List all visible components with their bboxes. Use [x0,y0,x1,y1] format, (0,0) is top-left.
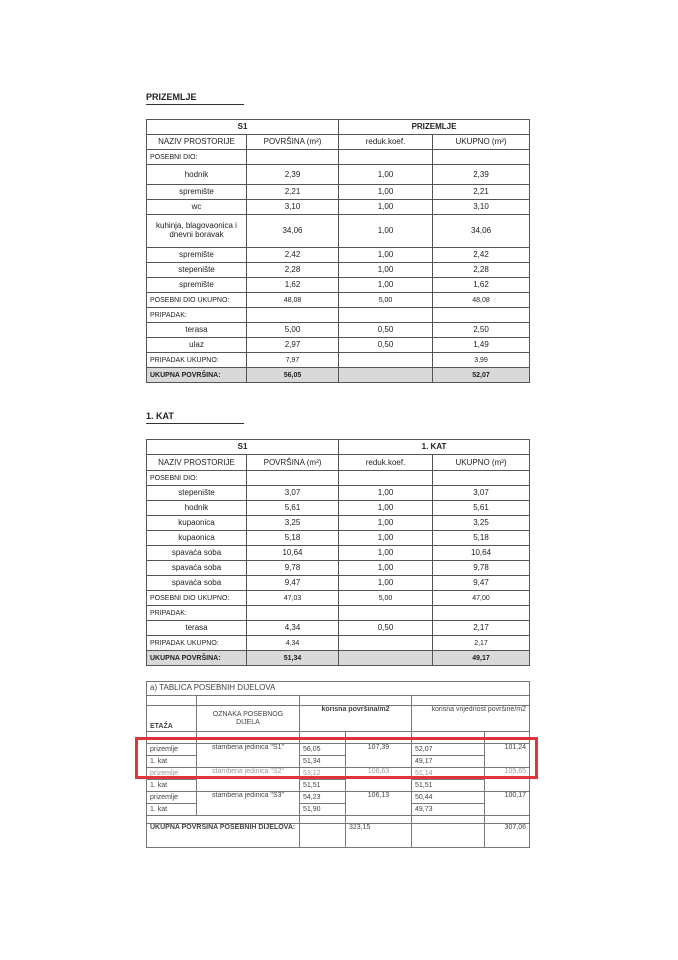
unit-label: stambena jedinica "S3" [197,792,300,816]
table-row: 1. kat 51,90 49,73 [147,804,530,816]
table-row: spremište 2,21 1,00 2,21 [147,185,530,200]
table-row: spavaća soba 9,78 1,00 9,78 [147,561,530,576]
column-header: UKUPNO (m²) [433,135,530,150]
subtotal-row: POSEBNI DIO UKUPNO: 48,08 5,00 48,08 [147,293,530,308]
table-row: hodnik 5,61 1,00 5,61 [147,501,530,516]
column-header: POVRŠINA (m²) [247,455,339,471]
column-header-oznaka: OZNAKA POSEBNOG DIJELA [197,706,300,732]
column-header-vrijednost: korisna vrijednost površine/m2 [412,706,530,732]
table-kat [146,439,530,666]
column-header: POVRŠINA (m²) [247,135,339,150]
section-title-kat: 1. KAT [146,411,244,424]
table-row: hodnik 2,39 1,00 2,39 [147,165,530,185]
table-row: kupaonica 3,25 1,00 3,25 [147,516,530,531]
table-row: stepenište 3,07 1,00 3,07 [147,486,530,501]
table-row: spavaća soba 10,64 1,00 10,64 [147,546,530,561]
group-label: POSEBNI DIO: [147,471,247,486]
table-row: 1. kat 51,51 51,51 [147,780,530,792]
column-header: NAZIV PROSTORIJE [147,455,247,471]
table-row: 1. kat 51,34 49,17 [147,756,530,768]
unit-label: stambena jedinica "S1" [197,744,300,768]
table-row: terasa 4,34 0,50 2,17 [147,621,530,636]
table-row: stepenište 2,28 1,00 2,28 [147,263,530,278]
table-row: kupaonica 5,18 1,00 5,18 [147,531,530,546]
table-header-floor: PRIZEMLJE [339,120,530,135]
table-row: prizemlje stambena jedinica "S2" 53,12 106,63 51,14 105,65 [147,768,530,780]
table-row: prizemlje stambena jedinica "S3" 54,23 106,13 50,44 100,17 [147,792,530,804]
column-header: reduk.koef. [339,135,433,150]
grand-total-row: UKUPNA POVRŠINA: 51,34 49,17 [147,651,530,666]
column-header: UKUPNO (m²) [433,455,530,471]
table-row: terasa 5,00 0,50 2,50 [147,323,530,338]
table-prizemlje [146,119,530,383]
table-header-unit: S1 [147,440,339,455]
table-row: kuhinja, blagovaonica i dnevni boravak 34,06 1,00 34,06 [147,215,530,248]
table-header-floor: 1. KAT [339,440,530,455]
subtotal-row: PRIPADAK UKUPNO: 4,34 2,17 [147,636,530,651]
column-header-etaza: ETAŽA [147,706,197,732]
column-header: reduk.koef. [339,455,433,471]
column-header-korisna: korisna površina/m2 [300,706,412,732]
table-header-unit: S1 [147,120,339,135]
table-row: spremište 2,42 1,00 2,42 [147,248,530,263]
table-row: spremište 1,62 1,00 1,62 [147,278,530,293]
table-row: spavaća soba 9,47 1,00 9,47 [147,576,530,591]
group-label: POSEBNI DIO: [147,150,247,165]
red-highlight-frame [135,737,538,779]
section-title-prizemlje: PRIZEMLJE [146,92,244,105]
table-row: prizemlje stambena jedinica "S1" 56,05 107,39 52,07 101,24 [147,744,530,756]
group-label: PRIPADAK: [147,308,247,323]
unit-label: stambena jedinica "S2" [197,768,300,792]
summary-caption: a) TABLICA POSEBNIH DIJELOVA [147,682,530,696]
summary-total-row: UKUPNA POVRŠINA POSEBNIH DIJELOVA: 323,15 307,06 [147,824,530,848]
table-row: wc 3,10 1,00 3,10 [147,200,530,215]
grand-total-row: UKUPNA POVRŠINA: 56,05 52,07 [147,368,530,383]
subtotal-row: PRIPADAK UKUPNO: 7,97 3,99 [147,353,530,368]
group-label: PRIPADAK: [147,606,247,621]
table-row: ulaz 2,97 0,50 1,49 [147,338,530,353]
subtotal-row: POSEBNI DIO UKUPNO: 47,03 5,00 47,00 [147,591,530,606]
column-header: NAZIV PROSTORIJE [147,135,247,150]
